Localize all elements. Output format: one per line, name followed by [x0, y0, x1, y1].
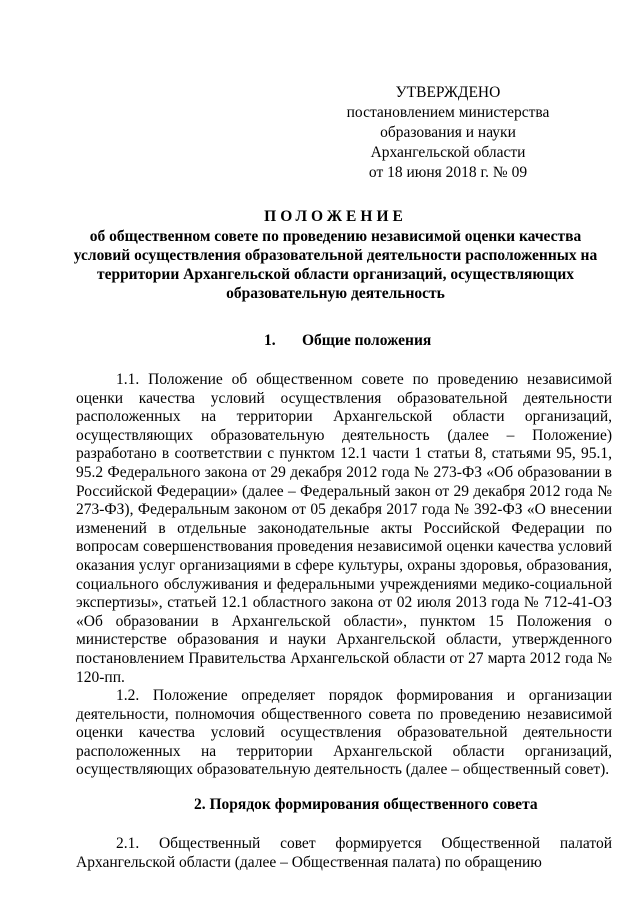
document-title: ПОЛОЖЕНИЕ — [264, 208, 407, 225]
section-1-number: 1. — [264, 332, 276, 349]
paragraph-1-1: 1.1. Положение об общественном совете по проведению независимой оценки качества условий осуществления образовательной деятельности расположенных на территории Архангельской области организаций, осуществляющих образовательную деятельность (далее – Положение) разработано в соответствии с пунктом 12.1 части 1 статьи 8, статьями 95, 95.1, 95.2 Федерального закона от 29 декабря 2012 года № 273-ФЗ «Об образовании в Российской Федерации» (далее – Федеральный закон от 29 декабря 2012 года № 273-ФЗ), Федеральным законом от 05 декабря 2017 года № 392-ФЗ «О внесении изменений в отдельные законодательные акты Российской Федерации по вопросам совершенствования проведения независимой оценки качества условий оказания услуг организациями в сфере культуры, охраны здоровья, образования, социального обслуживания и федеральными учреждениями медико-социальной экспертизы», статьей 12.1 областного закона от 02 июля 2013 года № 712-41-ОЗ «Об образовании в Архангельской области», пунктом 15 Положения о министерстве образования и науки Архангельской области, утвержденного постановлением Правительства Архангельской области от 27 марта 2012 года № 120-пп. — [76, 371, 612, 686]
approval-stamp — [330, 83, 566, 183]
approval-line-5: от 18 июня 2018 г. № 09 — [368, 164, 528, 181]
section-2-heading: 2. Порядок формирования общественного совета — [194, 796, 538, 813]
approval-line-2: постановлением министерства — [346, 104, 550, 121]
approval-line-1: УТВЕРЖДЕНО — [395, 84, 501, 101]
section-2-body — [76, 835, 612, 872]
document-title-block — [70, 207, 601, 303]
approval-line-3: образования и науки — [380, 124, 516, 141]
paragraph-2-1: 2.1. Общественный совет формируется Общественной палатой Архангельской области (далее – Общественная палата) по обращению — [76, 835, 612, 871]
paragraph-1-2: 1.2. Положение определяет порядок формирования и организации деятельности, полномочия общественного совета по проведению независимой оценки качества условий осуществления образовательной деятельности расположенных на территории Архангельской области организаций, осуществляющих образовательную деятельность (далее – общественный совет). — [76, 687, 612, 779]
section-1-body — [76, 371, 612, 780]
document-subtitle: об общественном совете по проведению независимой оценки качества условий осуществления образовательной деятельности расположенных на территории Архангельской области организаций, осуществляющих образовательную деятельность — [73, 228, 598, 302]
approval-line-4: Архангельской области — [370, 144, 526, 161]
section-1-heading: Общие положения — [302, 332, 432, 349]
